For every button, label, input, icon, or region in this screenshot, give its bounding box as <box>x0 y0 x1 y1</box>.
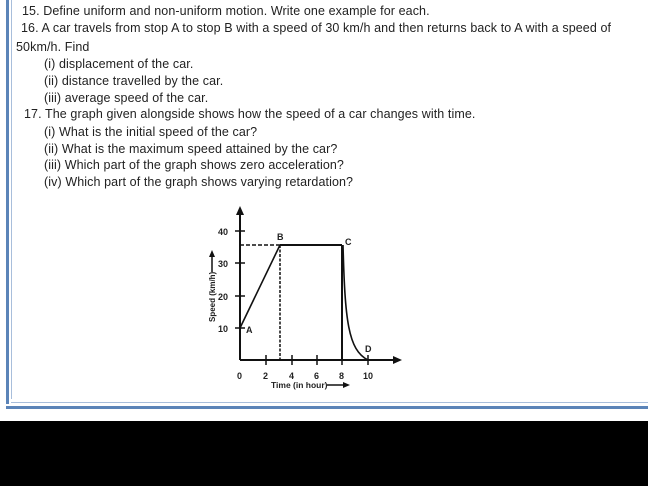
svg-text:10: 10 <box>363 371 374 381</box>
svg-text:30: 30 <box>218 259 229 269</box>
question-17-part-iii: (iii) Which part of the graph shows zero acceleration? <box>44 158 344 172</box>
svg-text:8: 8 <box>339 371 345 381</box>
page-border-bottom-inner <box>11 402 648 403</box>
question-16-part-i: (i) displacement of the car. <box>44 57 194 71</box>
question-16-part-iii: (iii) average speed of the car. <box>44 91 209 105</box>
page-border-left-inner <box>11 0 12 399</box>
svg-text:D: D <box>365 344 372 354</box>
svg-text:C: C <box>345 237 352 247</box>
svg-text:B: B <box>277 232 284 242</box>
svg-text:0: 0 <box>237 371 243 381</box>
page-border-left <box>6 0 9 404</box>
svg-text:2: 2 <box>263 371 269 381</box>
svg-text:A: A <box>246 325 253 335</box>
svg-text:6: 6 <box>314 371 320 381</box>
svg-text:20: 20 <box>218 292 229 302</box>
speed-time-graph <box>200 200 420 400</box>
question-17-part-i: (i) What is the initial speed of the car? <box>44 125 258 139</box>
svg-text:10: 10 <box>218 324 229 334</box>
question-16-part-ii: (ii) distance travelled by the car. <box>44 74 224 88</box>
question-16-line1: 16. A car travels from stop A to stop B with a speed of 30 km/h and then returns back to A with a speed of <box>21 21 612 35</box>
question-16-line2: 50km/h. Find <box>16 40 90 54</box>
svg-text:Time (in hour): Time (in hour) <box>271 380 328 390</box>
svg-text:Speed (km/h): Speed (km/h) <box>208 271 217 322</box>
question-17-part-ii: (ii) What is the maximum speed attained by the car? <box>44 142 338 156</box>
svg-text:40: 40 <box>218 227 229 237</box>
question-17-part-iv: (iv) Which part of the graph shows varying retardation? <box>44 175 354 189</box>
question-17: 17. The graph given alongside shows how the speed of a car changes with time. <box>24 107 476 121</box>
question-15: 15. Define uniform and non-uniform motion. Write one example for each. <box>22 4 430 18</box>
black-bottom-area <box>0 421 648 486</box>
svg-text:4: 4 <box>289 371 295 381</box>
page-border-bottom <box>6 406 648 409</box>
